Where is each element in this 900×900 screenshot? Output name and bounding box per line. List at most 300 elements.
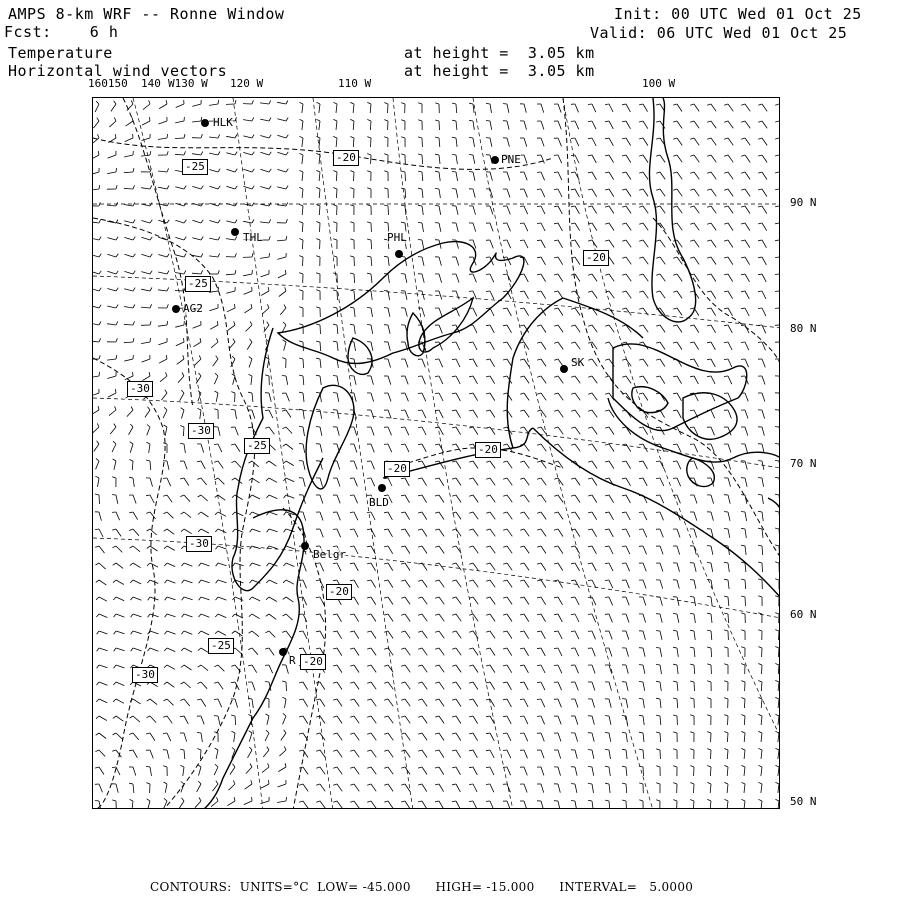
wind-vector-barb xyxy=(741,630,745,631)
wind-vector-barb xyxy=(724,715,728,716)
wind-vector-barb xyxy=(418,410,422,411)
wind-vector xyxy=(147,427,150,435)
wind-vector-barb xyxy=(133,237,135,240)
wind-vector-barb xyxy=(250,580,253,583)
wind-vector-barb xyxy=(269,186,271,189)
wind-vector-barb xyxy=(401,767,405,768)
wind-vector-barb xyxy=(724,138,728,139)
wind-vector-barb xyxy=(113,597,116,600)
wind-vector-barb xyxy=(690,189,694,190)
wind-vector xyxy=(99,699,107,703)
wind-vector-barb xyxy=(418,784,422,785)
wind-vector xyxy=(643,206,648,213)
wind-vector xyxy=(141,342,150,344)
wind-vector-barb xyxy=(520,359,524,360)
wind-vector-barb xyxy=(167,203,169,206)
wind-vector-barb xyxy=(656,444,660,445)
wind-vector-barb xyxy=(180,443,184,444)
wind-vector xyxy=(711,291,716,299)
wind-vector-barb xyxy=(282,410,286,411)
wind-vector-barb xyxy=(266,730,269,733)
wind-vector-barb xyxy=(724,765,728,767)
wind-vector xyxy=(388,784,393,791)
wind-vector xyxy=(213,359,218,366)
wind-vector xyxy=(473,699,478,707)
wind-vector-barb xyxy=(115,389,116,393)
wind-vector-barb xyxy=(486,325,490,326)
wind-vector-barb xyxy=(435,206,439,207)
wind-vector xyxy=(694,104,699,111)
wind-vector-barb xyxy=(146,766,150,767)
lat-label-50n: 50 N xyxy=(790,795,817,808)
wind-vector-barb xyxy=(690,681,694,682)
wind-vector-barb xyxy=(217,321,218,325)
wind-vector-barb xyxy=(164,648,167,651)
wind-vector-barb xyxy=(452,359,456,360)
wind-vector-barb xyxy=(486,103,490,104)
wind-vector xyxy=(558,172,562,180)
wind-vector xyxy=(320,563,324,571)
wind-vector xyxy=(643,240,648,247)
wind-vector xyxy=(388,682,393,689)
wind-vector xyxy=(745,138,750,145)
wind-vector-barb xyxy=(316,222,320,224)
wind-vector-barb xyxy=(182,373,184,377)
wind-vector xyxy=(711,376,715,384)
wind-vector-barb xyxy=(690,104,694,105)
wind-vector xyxy=(243,136,252,138)
wind-vector xyxy=(558,121,561,129)
wind-vector xyxy=(456,410,461,418)
wind-vector-barb xyxy=(269,253,270,257)
wind-vector-barb xyxy=(707,138,711,139)
wind-vector-barb xyxy=(758,731,762,733)
wind-vector xyxy=(302,172,303,181)
wind-vector-barb xyxy=(235,304,236,308)
wind-vector-barb xyxy=(520,376,524,377)
wind-vector-barb xyxy=(639,325,643,326)
wind-vector xyxy=(694,376,698,384)
wind-vector-barb xyxy=(724,274,728,275)
wind-vector-barb xyxy=(452,393,456,394)
wind-vector-barb xyxy=(724,664,728,665)
wind-vector xyxy=(711,563,713,572)
wind-vector-barb xyxy=(503,597,507,598)
wind-vector-barb xyxy=(181,682,184,684)
wind-vector-barb xyxy=(218,270,219,274)
wind-vector xyxy=(201,665,208,671)
station-marker-pne xyxy=(491,156,499,164)
wind-vector-barb xyxy=(133,288,135,291)
wind-vector xyxy=(243,152,252,155)
wind-vector xyxy=(643,665,645,674)
wind-vector-barb xyxy=(216,597,219,600)
wind-vector xyxy=(277,102,286,104)
wind-vector-barb xyxy=(384,546,388,547)
wind-vector-barb xyxy=(486,529,490,530)
wind-vector-barb xyxy=(218,287,219,291)
wind-vector xyxy=(728,342,732,350)
wind-vector xyxy=(728,172,733,179)
wind-vector xyxy=(107,238,116,240)
wind-vector xyxy=(422,172,423,181)
wind-vector-barb xyxy=(588,359,592,360)
wind-vector-barb xyxy=(198,665,201,667)
wind-vector xyxy=(694,597,696,606)
wind-vector xyxy=(422,410,426,418)
station-label-pne: PNE xyxy=(501,153,521,166)
wind-vector xyxy=(643,104,648,112)
wind-vector xyxy=(490,733,494,741)
wind-vector-barb xyxy=(114,648,116,651)
wind-vector-barb xyxy=(181,631,184,634)
wind-vector-barb xyxy=(503,716,507,717)
wind-vector-barb xyxy=(656,155,660,156)
wind-vector-barb xyxy=(639,682,643,683)
wind-vector xyxy=(745,597,746,606)
wind-vector xyxy=(422,648,427,655)
wind-vector-barb xyxy=(201,254,203,258)
wind-vector-barb xyxy=(724,698,728,699)
map-title: AMPS 8-km WRF -- Ronne Window xyxy=(8,5,285,23)
wind-vector-barb xyxy=(588,580,592,581)
wind-vector xyxy=(541,733,544,741)
wind-vector-barb xyxy=(554,274,558,275)
wind-vector-barb xyxy=(401,563,405,564)
wind-vector-barb xyxy=(656,138,660,139)
wind-vector-barb xyxy=(252,220,254,224)
wind-vector-barb xyxy=(469,359,473,360)
wind-vector xyxy=(456,172,458,181)
wind-vector xyxy=(660,376,665,384)
wind-vector xyxy=(643,546,647,554)
wind-vector-barb xyxy=(130,546,133,548)
wind-vector xyxy=(150,580,158,584)
wind-vector xyxy=(262,767,269,773)
contour-label: -20 xyxy=(583,250,609,266)
wind-vector xyxy=(558,733,561,742)
wind-vector xyxy=(218,580,227,583)
wind-vector xyxy=(524,495,529,502)
wind-vector xyxy=(116,546,122,552)
wind-vector-barb xyxy=(350,102,354,104)
wind-vector xyxy=(269,512,278,515)
wind-vector xyxy=(541,427,546,434)
wind-vector-barb xyxy=(435,495,439,496)
wind-vector xyxy=(184,750,185,759)
wind-vector xyxy=(456,138,457,147)
wind-vector-barb xyxy=(639,121,643,122)
wind-vector xyxy=(286,614,293,620)
wind-vector xyxy=(99,665,108,668)
wind-vector-barb xyxy=(367,120,371,122)
wind-vector xyxy=(269,478,277,482)
wind-vector xyxy=(201,461,205,469)
wind-vector-barb xyxy=(112,529,116,530)
wind-vector-barb xyxy=(418,546,422,547)
wind-vector xyxy=(286,546,295,549)
wind-vector-barb xyxy=(503,631,507,632)
wind-vector-barb xyxy=(486,767,490,768)
wind-vector-barb xyxy=(418,767,422,768)
wind-vector xyxy=(150,767,152,776)
wind-vector-barb xyxy=(214,409,218,410)
wind-vector xyxy=(422,733,427,740)
wind-vector xyxy=(405,563,410,571)
wind-vector xyxy=(677,155,682,162)
wind-vector-barb xyxy=(571,325,575,326)
wind-vector-barb xyxy=(112,750,116,751)
wind-vector-barb xyxy=(116,355,117,359)
wind-vector-barb xyxy=(250,339,253,342)
wind-vector-barb xyxy=(690,291,694,292)
wind-vector-barb xyxy=(571,410,575,411)
station-label-belgr: Belgr xyxy=(313,548,347,561)
wind-vector-barb xyxy=(741,731,745,733)
wind-vector-barb xyxy=(316,648,320,649)
wind-vector-barb xyxy=(554,172,558,173)
wind-vector xyxy=(745,104,750,111)
wind-vector-barb xyxy=(184,203,186,206)
wind-vector xyxy=(354,716,359,723)
wind-vector-barb xyxy=(131,407,133,411)
wind-vector xyxy=(158,290,167,291)
wind-vector xyxy=(107,376,116,379)
wind-vector xyxy=(371,665,376,672)
wind-vector xyxy=(677,648,678,657)
wind-vector-barb xyxy=(741,512,745,513)
wind-vector-barb xyxy=(114,665,117,668)
wind-vector xyxy=(643,682,645,691)
wind-vector xyxy=(779,189,780,197)
wind-vector xyxy=(473,478,478,485)
wind-vector-barb xyxy=(282,376,286,377)
wind-vector xyxy=(260,204,269,206)
wind-vector-barb xyxy=(435,444,439,445)
wind-vector xyxy=(677,291,682,298)
wind-vector xyxy=(145,410,150,417)
wind-vector xyxy=(761,767,762,776)
wind-vector-barb xyxy=(181,512,184,514)
wind-vector-barb xyxy=(741,189,745,190)
wind-vector xyxy=(779,291,780,299)
wind-vector-barb xyxy=(252,253,253,257)
wind-vector xyxy=(541,750,544,758)
wind-vector-barb xyxy=(503,478,507,479)
wind-vector xyxy=(558,206,562,214)
wind-vector xyxy=(176,104,184,108)
wind-vector xyxy=(265,733,269,741)
wind-vector-barb xyxy=(384,733,388,734)
wind-vector xyxy=(575,665,579,673)
wind-vector-barb xyxy=(401,648,405,649)
wind-vector xyxy=(183,767,184,776)
wind-vector xyxy=(575,563,580,571)
wind-vector xyxy=(711,597,712,606)
wind-vector-barb xyxy=(605,783,609,784)
wind-vector xyxy=(133,495,136,504)
wind-vector-barb xyxy=(673,121,677,122)
wind-vector-barb xyxy=(231,392,235,393)
wind-vector-barb xyxy=(418,716,422,717)
wind-vector-barb xyxy=(775,155,779,156)
wind-vector-barb xyxy=(656,206,660,207)
wind-vector-barb xyxy=(673,257,677,258)
wind-vector xyxy=(762,308,766,316)
wind-vector xyxy=(286,682,287,691)
wind-vector xyxy=(405,172,406,181)
wind-vector xyxy=(371,274,372,283)
wind-vector xyxy=(507,189,510,198)
wind-vector-barb xyxy=(216,546,219,549)
wind-vector-barb xyxy=(418,154,422,155)
wind-vector xyxy=(227,308,235,312)
wind-vector xyxy=(558,682,562,690)
wind-vector-barb xyxy=(384,699,388,700)
wind-vector xyxy=(167,614,176,617)
wind-vector-barb xyxy=(452,342,456,343)
wind-vector xyxy=(261,291,269,295)
wind-vector xyxy=(626,648,629,657)
wind-vector xyxy=(303,444,305,453)
wind-vector xyxy=(286,563,294,567)
wind-vector-barb xyxy=(99,254,101,257)
wind-vector xyxy=(184,597,193,600)
wind-vector-barb xyxy=(605,478,609,479)
wind-vector-barb xyxy=(268,287,269,291)
wind-vector xyxy=(354,376,356,385)
wind-vector xyxy=(371,376,373,385)
wind-vector-barb xyxy=(180,495,184,497)
wind-vector xyxy=(269,495,277,499)
wind-vector-barb xyxy=(130,716,133,718)
wind-vector xyxy=(609,104,613,112)
wind-vector-barb xyxy=(147,799,150,801)
wind-vector xyxy=(286,410,291,418)
wind-vector-barb xyxy=(164,782,168,784)
wind-vector xyxy=(320,682,325,690)
wind-vector xyxy=(626,784,627,793)
wind-vector-barb xyxy=(148,597,150,600)
wind-vector xyxy=(167,682,174,687)
contour-label: -30 xyxy=(132,667,158,683)
wind-vector-barb xyxy=(333,750,337,751)
wind-vector-barb xyxy=(418,801,422,802)
wind-vector xyxy=(278,274,286,278)
wind-vector-barb xyxy=(299,153,303,155)
wind-vector-barb xyxy=(605,444,609,445)
wind-vector xyxy=(778,784,779,793)
wind-vector-barb xyxy=(758,799,762,801)
wind-vector xyxy=(541,444,546,451)
wind-vector xyxy=(490,325,494,333)
wind-vector xyxy=(592,665,595,674)
wind-vector-barb xyxy=(707,715,711,716)
wind-vector xyxy=(243,169,252,172)
wind-vector-barb xyxy=(588,155,592,156)
wind-vector-barb xyxy=(367,682,371,683)
wind-vector xyxy=(209,203,218,206)
wind-vector xyxy=(245,308,253,313)
wind-vector xyxy=(218,597,226,600)
wind-vector-barb xyxy=(452,750,456,751)
wind-vector xyxy=(116,665,125,668)
wind-vector-barb xyxy=(741,545,745,546)
wind-vector xyxy=(337,614,342,622)
wind-vector xyxy=(184,529,192,534)
wind-vector-barb xyxy=(113,716,116,718)
wind-vector xyxy=(745,172,750,179)
wind-vector xyxy=(286,427,292,434)
wind-vector xyxy=(728,529,730,538)
wind-vector xyxy=(260,152,269,155)
wind-vector xyxy=(778,801,779,809)
wind-vector-barb xyxy=(486,563,490,564)
wind-vector xyxy=(167,750,169,759)
wind-vector xyxy=(99,631,108,634)
wind-vector xyxy=(107,359,116,360)
wind-vector-barb xyxy=(537,410,541,411)
wind-vector xyxy=(260,222,269,223)
wind-vector xyxy=(439,512,444,520)
wind-vector-barb xyxy=(452,546,456,547)
wind-vector xyxy=(439,155,440,164)
lon-label-110w: 110 W xyxy=(338,77,372,90)
wind-vector-field xyxy=(93,100,780,809)
wind-vector xyxy=(592,767,594,776)
wind-vector-barb xyxy=(99,288,101,291)
wind-vector xyxy=(141,237,150,240)
wind-vector xyxy=(524,359,529,367)
wind-vector-barb xyxy=(452,580,456,581)
wind-vector-barb xyxy=(181,782,184,785)
wind-vector xyxy=(694,495,697,504)
wind-vector xyxy=(541,699,545,707)
wind-vector-barb xyxy=(116,168,117,172)
wind-vector-barb xyxy=(605,138,609,139)
wind-vector xyxy=(575,750,577,759)
wind-vector-barb xyxy=(520,546,524,547)
wind-vector xyxy=(226,136,235,138)
wind-vector-barb xyxy=(199,614,202,617)
wind-vector-barb xyxy=(775,765,779,767)
wind-vector xyxy=(405,546,410,554)
wind-vector xyxy=(405,733,410,740)
wind-vector-barb xyxy=(690,783,694,785)
wind-vector xyxy=(473,597,478,604)
wind-vector-barb xyxy=(656,240,660,241)
wind-vector-barb xyxy=(639,783,643,784)
wind-vector xyxy=(112,444,116,452)
wind-vector-barb xyxy=(605,580,609,581)
wind-vector-barb xyxy=(469,512,473,513)
wind-vector-barb xyxy=(435,597,439,598)
wind-vector-barb xyxy=(775,172,779,173)
wind-vector-barb xyxy=(707,681,711,682)
wind-vector-barb xyxy=(367,239,371,240)
wind-vector xyxy=(116,495,118,504)
wind-vector-barb xyxy=(741,782,745,784)
wind-vector xyxy=(592,121,596,129)
wind-vector xyxy=(609,767,610,776)
wind-vector-barb xyxy=(150,185,152,189)
wind-vector-barb xyxy=(218,169,220,172)
wind-vector xyxy=(762,257,766,265)
wind-vector-barb xyxy=(183,355,184,359)
wind-vector-barb xyxy=(218,186,220,189)
wind-vector-barb xyxy=(639,698,643,699)
wind-vector xyxy=(99,495,100,504)
